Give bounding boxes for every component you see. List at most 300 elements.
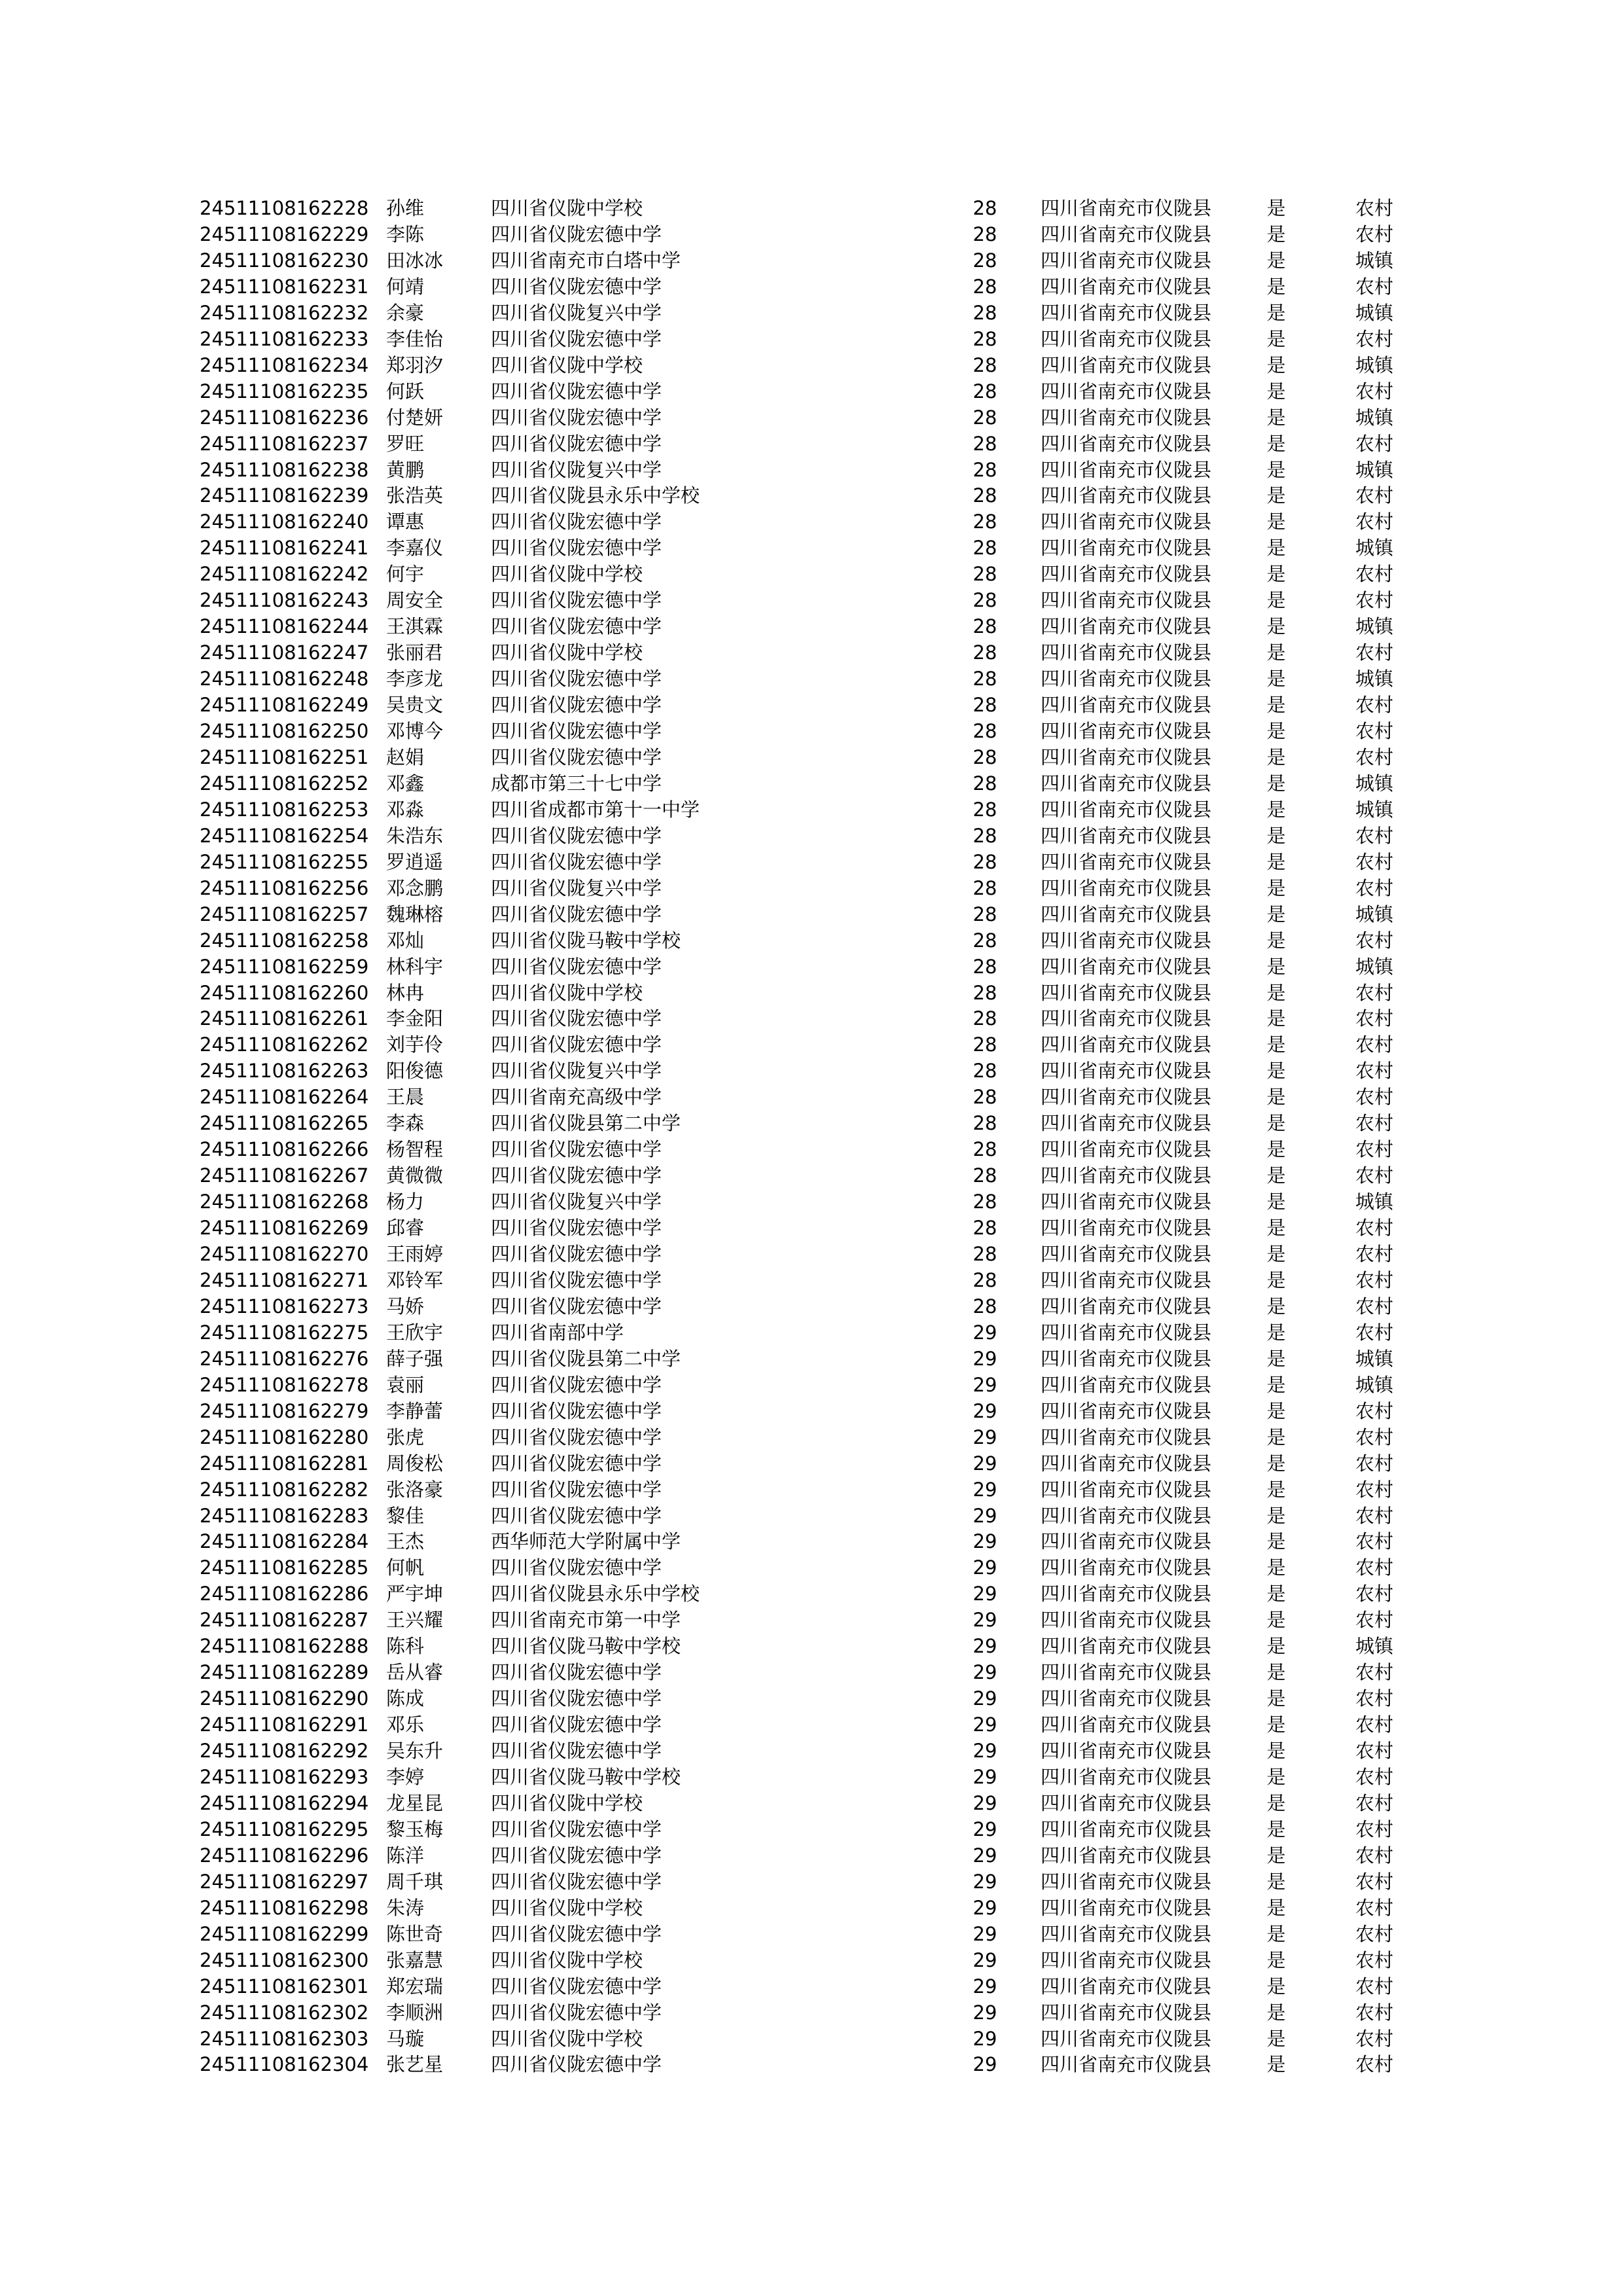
eligibility-flag: 是 [1266,589,1286,612]
candidate-id: 24511108162275 [200,1321,369,1344]
residence-type: 农村 [1355,1452,1393,1475]
school-name: 四川省仪陇宏德中学 [491,1164,662,1187]
candidate-id: 24511108162301 [200,1975,369,1998]
candidate-id: 24511108162264 [200,1086,369,1109]
table-row [0,1528,1623,1554]
eligibility-flag: 是 [1266,1268,1286,1291]
school-name: 四川省仪陇宏德中学 [491,1033,662,1056]
table-row [0,326,1623,352]
eligibility-flag: 是 [1266,1033,1286,1056]
candidate-id: 24511108162286 [200,1583,369,1605]
residence-type: 农村 [1355,745,1393,768]
eligibility-flag: 是 [1266,1818,1286,1840]
score-value: 28 [972,380,997,403]
table-row [0,1215,1623,1241]
eligibility-flag: 是 [1266,1740,1286,1763]
school-name: 四川省仪陇复兴中学 [491,876,662,899]
residence-type: 农村 [1355,197,1393,219]
table-row [0,1947,1623,1973]
student-name: 邓鑫 [386,772,425,795]
residence-type: 农村 [1355,1478,1393,1501]
school-name: 四川省仪陇马鞍中学校 [491,929,681,952]
school-name: 成都市第三十七中学 [491,772,662,795]
eligibility-flag: 是 [1266,745,1286,768]
residence-type: 城镇 [1355,772,1393,795]
student-name: 邓博今 [386,720,444,742]
student-name: 朱涛 [386,1896,425,1919]
candidate-id: 24511108162280 [200,1426,369,1448]
table-row [0,274,1623,300]
residence-type: 农村 [1355,1556,1393,1579]
candidate-id: 24511108162304 [200,2053,369,2076]
candidate-id: 24511108162236 [200,406,369,429]
student-name: 李静蕾 [386,1399,444,1422]
student-name: 魏琳榕 [386,903,444,925]
residence-type: 城镇 [1355,615,1393,638]
residence-type: 农村 [1355,1687,1393,1710]
eligibility-flag: 是 [1266,1948,1286,1971]
home-region: 四川省南充市仪陇县 [1041,824,1212,847]
eligibility-flag: 是 [1266,1766,1286,1788]
residence-type: 农村 [1355,1844,1393,1867]
student-name: 邓念鹏 [386,876,444,899]
table-row [0,1110,1623,1136]
home-region: 四川省南充市仪陇县 [1041,615,1212,638]
school-name: 四川省仪陇宏德中学 [491,824,662,847]
score-value: 28 [972,1112,997,1135]
score-value: 28 [972,484,997,507]
school-name: 四川省仪陇宏德中学 [491,1138,662,1161]
eligibility-flag: 是 [1266,563,1286,586]
school-name: 四川省南充市白塔中学 [491,249,681,272]
home-region: 四川省南充市仪陇县 [1041,668,1212,691]
residence-type: 农村 [1355,223,1393,245]
school-name: 四川省仪陇宏德中学 [491,589,662,612]
student-name: 吴东升 [386,1740,444,1763]
table-row [0,744,1623,770]
score-value: 28 [972,1295,997,1318]
eligibility-flag: 是 [1266,2053,1286,2076]
score-value: 29 [972,1399,997,1422]
candidate-id: 24511108162285 [200,1556,369,1579]
residence-type: 农村 [1355,2001,1393,2024]
residence-type: 农村 [1355,327,1393,350]
eligibility-flag: 是 [1266,1609,1286,1632]
score-value: 28 [972,903,997,925]
table-row [0,561,1623,587]
table-row [0,1816,1623,1842]
eligibility-flag: 是 [1266,668,1286,691]
residence-type: 城镇 [1355,1635,1393,1658]
residence-type: 农村 [1355,1896,1393,1919]
candidate-id: 24511108162256 [200,876,369,899]
eligibility-flag: 是 [1266,694,1286,717]
table-row [0,797,1623,823]
student-name: 赵娟 [386,745,425,768]
school-name: 四川省仪陇宏德中学 [491,2053,662,2076]
residence-type: 农村 [1355,589,1393,612]
score-value: 29 [972,1948,997,1971]
candidate-id: 24511108162248 [200,668,369,691]
school-name: 四川省仪陇宏德中学 [491,1975,662,1998]
school-name: 四川省南充市第一中学 [491,1609,681,1632]
residence-type: 农村 [1355,1948,1393,1971]
table-row [0,823,1623,849]
school-name: 四川省仪陇宏德中学 [491,694,662,717]
home-region: 四川省南充市仪陇县 [1041,1530,1212,1553]
school-name: 四川省仪陇宏德中学 [491,1478,662,1501]
candidate-id: 24511108162262 [200,1033,369,1056]
table-row [0,1005,1623,1031]
residence-type: 农村 [1355,1975,1393,1998]
residence-type: 农村 [1355,1060,1393,1083]
student-name: 张嘉慧 [386,1948,444,1971]
student-name: 邓乐 [386,1713,425,1736]
table-row [0,431,1623,457]
school-name: 四川省仪陇宏德中学 [491,955,662,978]
residence-type: 农村 [1355,1295,1393,1318]
home-region: 四川省南充市仪陇县 [1041,1635,1212,1658]
candidate-id: 24511108162254 [200,824,369,847]
candidate-id: 24511108162268 [200,1191,369,1213]
candidate-id: 24511108162259 [200,955,369,978]
student-name: 田冰冰 [386,249,444,272]
eligibility-flag: 是 [1266,432,1286,455]
candidate-id: 24511108162237 [200,432,369,455]
home-region: 四川省南充市仪陇县 [1041,1399,1212,1422]
score-value: 29 [972,1347,997,1370]
student-name: 张洛豪 [386,1478,444,1501]
student-name: 张虎 [386,1426,425,1448]
score-value: 29 [972,1504,997,1527]
student-name: 孙维 [386,197,425,219]
school-name: 四川省仪陇宏德中学 [491,1687,662,1710]
home-region: 四川省南充市仪陇县 [1041,1609,1212,1632]
school-name: 四川省仪陇宏德中学 [491,1713,662,1736]
residence-type: 城镇 [1355,301,1393,324]
table-row [0,1581,1623,1607]
candidate-id: 24511108162282 [200,1478,369,1501]
residence-type: 城镇 [1355,353,1393,376]
score-value: 28 [972,1007,997,1030]
score-value: 28 [972,563,997,586]
student-name: 李婷 [386,1766,425,1788]
table-row [0,482,1623,509]
eligibility-flag: 是 [1266,615,1286,638]
score-value: 29 [972,1583,997,1605]
home-region: 四川省南充市仪陇县 [1041,850,1212,873]
candidate-id: 24511108162240 [200,511,369,533]
candidate-id: 24511108162283 [200,1504,369,1527]
table-row [0,927,1623,954]
score-value: 29 [972,1791,997,1814]
candidate-id: 24511108162265 [200,1112,369,1135]
school-name: 四川省仪陇宏德中学 [491,432,662,455]
eligibility-flag: 是 [1266,1661,1286,1684]
home-region: 四川省南充市仪陇县 [1041,1060,1212,1083]
residence-type: 农村 [1355,1217,1393,1240]
student-name: 刘芋伶 [386,1033,444,1056]
student-name: 陈科 [386,1635,425,1658]
table-row [0,1162,1623,1189]
school-name: 四川省仪陇宏德中学 [491,1504,662,1527]
candidate-id: 24511108162235 [200,380,369,403]
home-region: 四川省南充市仪陇县 [1041,301,1212,324]
eligibility-flag: 是 [1266,1975,1286,1998]
home-region: 四川省南充市仪陇县 [1041,2053,1212,2076]
school-name: 四川省仪陇中学校 [491,1948,643,1971]
score-value: 28 [972,1138,997,1161]
score-value: 29 [972,1975,997,1998]
student-name: 王欣宇 [386,1321,444,1344]
home-region: 四川省南充市仪陇县 [1041,1922,1212,1945]
student-name: 杨力 [386,1191,425,1213]
candidate-id: 24511108162298 [200,1896,369,1919]
eligibility-flag: 是 [1266,511,1286,533]
score-value: 29 [972,1922,997,1945]
student-name: 郑宏瑞 [386,1975,444,1998]
home-region: 四川省南充市仪陇县 [1041,1295,1212,1318]
home-region: 四川省南充市仪陇县 [1041,1583,1212,1605]
candidate-id: 24511108162261 [200,1007,369,1030]
residence-type: 城镇 [1355,903,1393,925]
home-region: 四川省南充市仪陇县 [1041,327,1212,350]
residence-type: 农村 [1355,876,1393,899]
score-value: 28 [972,353,997,376]
candidate-id: 24511108162238 [200,458,369,481]
school-name: 四川省南部中学 [491,1321,624,1344]
score-value: 28 [972,615,997,638]
candidate-id: 24511108162284 [200,1530,369,1553]
table-row [0,692,1623,718]
candidate-id: 24511108162273 [200,1295,369,1318]
table-row [0,352,1623,378]
score-value: 28 [972,772,997,795]
table-row [0,1031,1623,1058]
eligibility-flag: 是 [1266,275,1286,298]
home-region: 四川省南充市仪陇县 [1041,1896,1212,1919]
score-value: 28 [972,1060,997,1083]
student-name: 王兴耀 [386,1609,444,1632]
score-value: 28 [972,929,997,952]
student-name: 郑羽汐 [386,353,444,376]
home-region: 四川省南充市仪陇县 [1041,1347,1212,1370]
eligibility-flag: 是 [1266,1191,1286,1213]
candidate-id: 24511108162244 [200,615,369,638]
student-name: 黎玉梅 [386,1818,444,1840]
student-name: 王雨婷 [386,1243,444,1265]
candidate-id: 24511108162249 [200,694,369,717]
school-name: 四川省仪陇复兴中学 [491,1060,662,1083]
score-value: 29 [972,1609,997,1632]
school-name: 四川省仪陇宏德中学 [491,2001,662,2024]
table-row [0,1685,1623,1712]
table-row [0,1607,1623,1633]
eligibility-flag: 是 [1266,2027,1286,2050]
eligibility-flag: 是 [1266,2001,1286,2024]
score-value: 28 [972,301,997,324]
student-name: 何宇 [386,563,425,586]
table-row [0,247,1623,274]
eligibility-flag: 是 [1266,1295,1286,1318]
eligibility-flag: 是 [1266,537,1286,560]
score-value: 28 [972,432,997,455]
table-row [0,2000,1623,2026]
home-region: 四川省南充市仪陇县 [1041,1452,1212,1475]
score-value: 29 [972,1426,997,1448]
student-name: 李顺洲 [386,2001,444,2024]
eligibility-flag: 是 [1266,197,1286,219]
eligibility-flag: 是 [1266,798,1286,821]
home-region: 四川省南充市仪陇县 [1041,981,1212,1004]
home-region: 四川省南充市仪陇县 [1041,537,1212,560]
student-name: 朱浩东 [386,824,444,847]
eligibility-flag: 是 [1266,1713,1286,1736]
school-name: 四川省仪陇宏德中学 [491,1268,662,1291]
home-region: 四川省南充市仪陇县 [1041,772,1212,795]
score-value: 28 [972,955,997,978]
score-value: 28 [972,589,997,612]
candidate-id: 24511108162294 [200,1791,369,1814]
candidate-id: 24511108162241 [200,537,369,560]
candidate-id: 24511108162230 [200,249,369,272]
student-name: 谭惠 [386,511,425,533]
home-region: 四川省南充市仪陇县 [1041,955,1212,978]
table-row [0,1921,1623,1947]
school-name: 四川省仪陇宏德中学 [491,615,662,638]
student-name: 张艺星 [386,2053,444,2076]
table-row [0,404,1623,431]
student-name: 何跃 [386,380,425,403]
score-value: 28 [972,850,997,873]
table-row [0,1554,1623,1581]
school-name: 四川省仪陇马鞍中学校 [491,1635,681,1658]
residence-type: 城镇 [1355,537,1393,560]
eligibility-flag: 是 [1266,1504,1286,1527]
school-name: 四川省仪陇宏德中学 [491,511,662,533]
eligibility-flag: 是 [1266,955,1286,978]
student-name: 林科宇 [386,955,444,978]
school-name: 四川省仪陇中学校 [491,981,643,1004]
score-value: 28 [972,981,997,1004]
home-region: 四川省南充市仪陇县 [1041,1426,1212,1448]
candidate-id: 24511108162297 [200,1870,369,1893]
score-value: 28 [972,249,997,272]
table-row [0,1633,1623,1659]
eligibility-flag: 是 [1266,876,1286,899]
residence-type: 农村 [1355,432,1393,455]
candidate-id: 24511108162292 [200,1740,369,1763]
candidate-id: 24511108162287 [200,1609,369,1632]
home-region: 四川省南充市仪陇县 [1041,2027,1212,2050]
table-row [0,1293,1623,1319]
home-region: 四川省南充市仪陇县 [1041,1164,1212,1187]
score-value: 29 [972,1452,997,1475]
residence-type: 城镇 [1355,1191,1393,1213]
eligibility-flag: 是 [1266,1321,1286,1344]
home-region: 四川省南充市仪陇县 [1041,1818,1212,1840]
eligibility-flag: 是 [1266,1870,1286,1893]
eligibility-flag: 是 [1266,772,1286,795]
eligibility-flag: 是 [1266,1243,1286,1265]
school-name: 四川省仪陇宏德中学 [491,1740,662,1763]
home-region: 四川省南充市仪陇县 [1041,484,1212,507]
home-region: 四川省南充市仪陇县 [1041,406,1212,429]
school-name: 四川省仪陇中学校 [491,563,643,586]
home-region: 四川省南充市仪陇县 [1041,1975,1212,1998]
residence-type: 农村 [1355,1321,1393,1344]
score-value: 29 [972,1556,997,1579]
score-value: 28 [972,458,997,481]
table-row [0,1319,1623,1346]
student-name: 周千琪 [386,1870,444,1893]
residence-type: 农村 [1355,824,1393,847]
eligibility-flag: 是 [1266,720,1286,742]
student-name: 王杰 [386,1530,425,1553]
table-row [0,1058,1623,1084]
school-name: 四川省仪陇宏德中学 [491,668,662,691]
school-name: 四川省仪陇宏德中学 [491,850,662,873]
student-name: 黄鹏 [386,458,425,481]
residence-type: 农村 [1355,1426,1393,1448]
residence-type: 农村 [1355,981,1393,1004]
residence-type: 农村 [1355,1138,1393,1161]
residence-type: 城镇 [1355,955,1393,978]
table-row [0,1477,1623,1503]
home-region: 四川省南充市仪陇县 [1041,798,1212,821]
school-name: 四川省仪陇中学校 [491,353,643,376]
score-value: 28 [972,1033,997,1056]
school-name: 四川省仪陇宏德中学 [491,1217,662,1240]
table-row [0,1398,1623,1424]
table-row [0,1267,1623,1293]
home-region: 四川省南充市仪陇县 [1041,1086,1212,1109]
candidate-id: 24511108162255 [200,850,369,873]
score-value: 28 [972,1268,997,1291]
school-name: 四川省仪陇宏德中学 [491,1452,662,1475]
score-value: 28 [972,223,997,245]
school-name: 四川省仪陇县第二中学 [491,1347,681,1370]
school-name: 四川省仪陇宏德中学 [491,275,662,298]
school-name: 四川省仪陇宏德中学 [491,1844,662,1867]
score-value: 29 [972,2053,997,2076]
table-row [0,1450,1623,1477]
eligibility-flag: 是 [1266,1922,1286,1945]
score-value: 29 [972,1818,997,1840]
score-value: 29 [972,1373,997,1396]
student-name: 岳从睿 [386,1661,444,1684]
residence-type: 农村 [1355,1268,1393,1291]
home-region: 四川省南充市仪陇县 [1041,929,1212,952]
table-row [0,221,1623,247]
student-name: 何帆 [386,1556,425,1579]
candidate-id: 24511108162278 [200,1373,369,1396]
residence-type: 城镇 [1355,458,1393,481]
candidate-id: 24511108162302 [200,2001,369,2024]
school-name: 四川省仪陇宏德中学 [491,1818,662,1840]
score-value: 28 [972,668,997,691]
home-region: 四川省南充市仪陇县 [1041,745,1212,768]
home-region: 四川省南充市仪陇县 [1041,903,1212,925]
residence-type: 农村 [1355,1243,1393,1265]
score-value: 29 [972,1740,997,1763]
eligibility-flag: 是 [1266,1426,1286,1448]
residence-type: 农村 [1355,2053,1393,2076]
residence-type: 农村 [1355,929,1393,952]
residence-type: 农村 [1355,1007,1393,1030]
candidate-id: 24511108162247 [200,641,369,664]
score-value: 28 [972,720,997,742]
